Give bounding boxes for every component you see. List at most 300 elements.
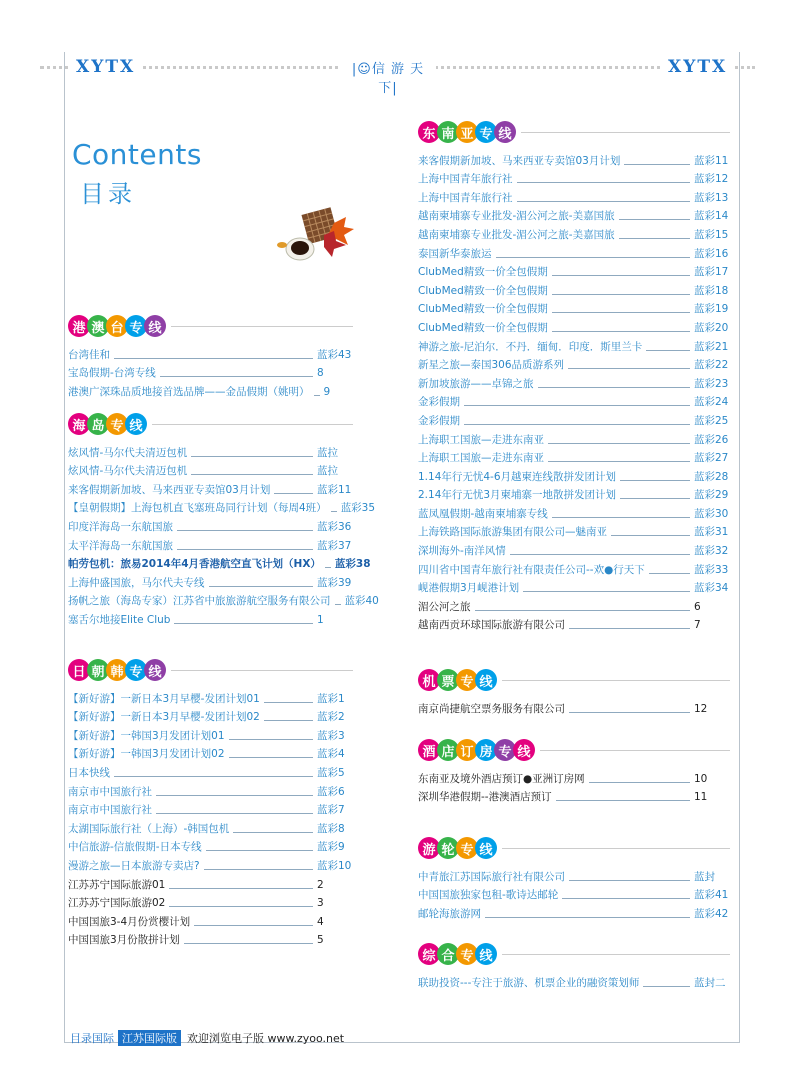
toc-leader-line — [156, 813, 313, 814]
toc-entry-title: 上海职工国旅—走进东南亚 — [418, 452, 544, 465]
toc-entry[interactable] — [68, 498, 376, 517]
toc-leader-line — [264, 702, 313, 703]
brand-left: XYTX — [70, 57, 141, 77]
toc-entry-page: 蓝彩27 — [694, 452, 729, 465]
toc-entry[interactable] — [418, 262, 730, 281]
toc-entry-title: 来客假期新加坡、马来西亚专卖馆03月计划 — [418, 154, 621, 167]
toc-entry[interactable] — [418, 187, 730, 206]
footer-edition: 江苏国际版 — [118, 1030, 181, 1046]
toc-entry[interactable] — [68, 479, 353, 498]
section-title-badge: 线 — [144, 659, 166, 681]
section-list — [418, 972, 730, 991]
toc-entry-title: 南京市中国旅行社 — [68, 785, 152, 798]
toc-leader-line — [464, 424, 690, 425]
toc-entry-title: 南京尚捷航空票务服务有限公司 — [418, 702, 565, 715]
section-title-badge: 机 — [418, 669, 440, 691]
toc-leader-line — [649, 573, 690, 574]
toc-leader-line — [619, 219, 690, 220]
toc-entry-title: 越南柬埔寨专业批发-湄公河之旅-美嘉国旅 — [418, 228, 615, 241]
footer-label: 目录国际 — [70, 1032, 114, 1045]
toc-entry[interactable] — [418, 466, 730, 485]
section-divider — [502, 680, 730, 681]
toc-entry[interactable] — [68, 363, 353, 382]
toc-entry-title: 神游之旅-尼泊尔．不丹．缅甸．印度．斯里兰卡 — [418, 340, 643, 353]
toc-entry[interactable] — [418, 503, 730, 522]
section-title-badge: 专 — [456, 837, 478, 859]
toc-entry-page: 蓝彩11 — [694, 154, 729, 167]
toc-entry[interactable] — [418, 206, 730, 225]
toc-entry-page: 3 — [317, 897, 324, 910]
section-title — [68, 312, 353, 340]
toc-entry-title: 联助投资---专注于旅游、机票企业的融资策划师 — [418, 976, 640, 989]
section-title-badge: 港 — [68, 315, 90, 337]
section-list — [418, 866, 730, 922]
toc-leader-line — [184, 943, 313, 944]
section-divider — [171, 326, 353, 327]
toc-leader-line — [562, 898, 690, 899]
toc-entry-title: ClubMed精致一价全包假期 — [418, 284, 548, 297]
toc-entry-title: 东南亚及境外酒店预订●亚洲订房网 — [418, 772, 585, 785]
toc-leader-line — [485, 917, 690, 918]
toc-entry-page: 蓝彩42 — [694, 907, 729, 920]
section-title-badge: 酒 — [418, 739, 440, 761]
section-title-badge: 专 — [106, 413, 128, 435]
toc-entry-page: 蓝彩31 — [694, 526, 729, 539]
toc-leader-line — [274, 493, 313, 494]
section-divider — [502, 954, 730, 955]
toc-entry-page: 蓝彩23 — [694, 377, 729, 390]
toc-entry[interactable] — [68, 344, 353, 363]
toc-entry-title: 四川省中国青年旅行社有限责任公司--欢●行天下 — [418, 563, 645, 576]
toc-entry-title: 深圳海外-南洋风情 — [418, 545, 506, 558]
toc-entry-page: 蓝彩33 — [694, 563, 729, 576]
toc-leader-line — [556, 800, 690, 801]
toc-entry-title: 江苏苏宁国际旅游01 — [68, 878, 166, 891]
toc-entry-page: 蓝彩7 — [317, 804, 345, 817]
toc-leader-line — [475, 610, 691, 611]
toc-leader-line — [229, 757, 313, 758]
toc-leader-line — [620, 480, 690, 481]
toc-leader-line — [569, 712, 690, 713]
toc-entry[interactable] — [68, 762, 353, 781]
section-title — [418, 736, 730, 764]
toc-entry[interactable] — [68, 688, 353, 707]
toc-entry[interactable] — [418, 410, 730, 429]
toc-entry-title: 中青旅江苏国际旅行社有限公司 — [418, 870, 565, 883]
toc-entry-page: 11 — [694, 791, 708, 804]
slogan: |☺信 游 天 下| — [340, 58, 436, 96]
section-jd — [418, 736, 730, 805]
toc-entry[interactable] — [418, 150, 730, 169]
section-list — [68, 688, 353, 948]
toc-leader-line — [552, 312, 690, 313]
toc-leader-line — [552, 294, 690, 295]
section-title-badge: 亚 — [456, 121, 478, 143]
section-title-badge: 岛 — [87, 413, 109, 435]
toc-leader-line — [620, 498, 690, 499]
section-title-badge: 专 — [475, 121, 497, 143]
toc-entry-title: 中国国旅3月份散拼计划 — [68, 934, 180, 947]
toc-entry[interactable] — [418, 972, 730, 991]
toc-entry-page: 蓝彩22 — [694, 359, 729, 372]
toc-entry-page: 蓝拉 — [317, 465, 338, 478]
toc-entry-title: 炫风情-马尔代夫清迈包机 — [68, 465, 188, 478]
section-title-badge: 线 — [513, 739, 535, 761]
section-title-badge: 澳 — [87, 315, 109, 337]
toc-entry-page: 蓝彩10 — [317, 859, 352, 872]
toc-entry-title: ClubMed精致一价全包假期 — [418, 321, 548, 334]
section-yl — [418, 834, 730, 922]
toc-entry-page: 蓝彩21 — [694, 340, 729, 353]
toc-entry-page: 蓝彩4 — [317, 748, 345, 761]
toc-leader-line — [510, 554, 690, 555]
section-title — [418, 940, 730, 968]
footer-website-link[interactable]: 欢迎浏览电子版 www.zyoo.net — [187, 1032, 345, 1045]
toc-entry[interactable] — [68, 516, 353, 535]
toc-leader-line — [169, 906, 313, 907]
toc-entry[interactable] — [418, 429, 730, 448]
section-title-badge: 日 — [68, 659, 90, 681]
toc-leader-line — [548, 443, 690, 444]
toc-leader-line — [331, 511, 337, 512]
toc-entry[interactable] — [68, 609, 353, 628]
toc-entry-title: 新星之旅—泰国306品质游系列 — [418, 359, 565, 372]
section-list — [418, 698, 730, 717]
footer — [64, 1030, 344, 1046]
toc-entry[interactable] — [68, 572, 353, 591]
toc-entry[interactable] — [418, 903, 730, 922]
toc-entry-page: 蓝彩43 — [317, 348, 352, 361]
toc-entry[interactable] — [68, 818, 353, 837]
toc-entry[interactable] — [418, 559, 730, 578]
toc-leader-line — [552, 517, 690, 518]
toc-entry[interactable] — [68, 874, 353, 893]
toc-entry-page: 2 — [317, 878, 324, 891]
toc-leader-line — [160, 376, 313, 377]
toc-entry[interactable] — [68, 930, 353, 949]
section-divider — [502, 848, 730, 849]
toc-leader-line — [156, 795, 313, 796]
toc-entry-title: 越南柬埔寨专业批发-湄公河之旅-美嘉国旅 — [418, 210, 615, 223]
toc-entry-page: 蓝彩39 — [317, 576, 352, 589]
toc-entry-page: 蓝彩16 — [694, 247, 729, 260]
toc-entry-page: 蓝彩11 — [317, 483, 352, 496]
toc-entry-page: 蓝彩28 — [694, 470, 729, 483]
toc-entry-page: 蓝彩35 — [340, 502, 376, 515]
section-title-badge: 游 — [418, 837, 440, 859]
toc-entry-page: 蓝彩1 — [317, 692, 345, 705]
toc-entry[interactable] — [418, 866, 730, 885]
toc-entry-page: 8 — [317, 367, 324, 380]
section-title-badge: 线 — [144, 315, 166, 337]
toc-entry-page: 蓝彩6 — [317, 785, 345, 798]
toc-entry[interactable] — [418, 485, 730, 504]
toc-entry[interactable] — [68, 744, 353, 763]
toc-entry[interactable] — [418, 355, 730, 374]
toc-leader-line — [619, 238, 690, 239]
toc-entry-title: 炫风情-马尔代夫清迈包机 — [68, 446, 188, 459]
toc-entry-page: 蓝彩14 — [694, 210, 729, 223]
toc-entry-page: 蓝彩29 — [694, 489, 729, 502]
toc-entry-title: 上海铁路国际旅游集团有限公司—魅南亚 — [418, 526, 607, 539]
toc-entry-title: 印度洋海岛一东航国旅 — [68, 520, 173, 533]
toc-leader-line — [325, 567, 331, 568]
toc-leader-line — [233, 832, 313, 833]
toc-entry-title: 台湾佳和 — [68, 348, 110, 361]
section-list — [68, 344, 353, 400]
toc-entry-title: 2.14年行无忧3月柬埔寨一地散拼发团计划 — [418, 489, 617, 502]
toc-entry-page: 蓝彩37 — [317, 539, 352, 552]
toc-leader-line — [174, 623, 313, 624]
toc-entry[interactable] — [68, 837, 353, 856]
toc-entry-page: 蓝封二 — [694, 976, 726, 989]
toc-entry-title: 深圳华港假期--港澳酒店预订 — [418, 791, 552, 804]
toc-entry-title: 漫游之旅—日本旅游专卖店? — [68, 859, 200, 872]
toc-leader-line — [568, 368, 690, 369]
section-title-badge: 南 — [437, 121, 459, 143]
toc-entry-page: 蓝彩12 — [694, 173, 729, 186]
toc-entry-page: 蓝彩38 — [334, 558, 371, 571]
toc-entry-title: 岘港假期3月岘港计划 — [418, 582, 520, 595]
section-title-badge: 订 — [456, 739, 478, 761]
toc-entry[interactable] — [68, 591, 379, 610]
toc-entry-title: 【新好游】一韩国3月发团计划02 — [68, 748, 225, 761]
section-list — [68, 442, 379, 628]
toc-entry-page: 蓝彩34 — [694, 582, 729, 595]
toc-entry-page: 5 — [317, 934, 324, 947]
toc-entry[interactable] — [418, 336, 730, 355]
section-title-badge: 专 — [456, 943, 478, 965]
toc-entry-title: 中信旅游-信旅假期-日本专线 — [68, 841, 202, 854]
toc-entry[interactable] — [68, 554, 371, 573]
toc-entry[interactable] — [418, 578, 730, 597]
section-title-badge: 线 — [494, 121, 516, 143]
toc-entry[interactable] — [418, 224, 730, 243]
toc-entry-page: 蓝彩26 — [694, 433, 729, 446]
toc-leader-line — [206, 850, 313, 851]
toc-entry-page: 12 — [694, 702, 708, 715]
toc-entry-page: 蓝彩19 — [694, 303, 729, 316]
toc-entry-page: 蓝彩24 — [694, 396, 729, 409]
toc-entry-title: 太平洋海岛一东航国旅 — [68, 539, 173, 552]
toc-leader-line — [264, 720, 313, 721]
toc-leader-line — [517, 201, 691, 202]
section-gat — [68, 312, 353, 400]
section-title-badge: 店 — [437, 739, 459, 761]
toc-entry-page: 蓝彩20 — [694, 321, 729, 334]
section-title-badge: 轮 — [437, 837, 459, 859]
toc-entry-page: 10 — [694, 772, 708, 785]
toc-entry-page: 蓝封 — [694, 870, 715, 883]
section-title — [418, 118, 730, 146]
section-title-badge: 专 — [125, 659, 147, 681]
toc-entry-title: 【新好游】一新日本3月早樱-发团计划01 — [68, 692, 260, 705]
toc-leader-line — [335, 604, 341, 605]
toc-entry-title: ClubMed精致一价全包假期 — [418, 303, 548, 316]
toc-entry-page: 9 — [323, 385, 331, 398]
toc-entry[interactable] — [418, 596, 730, 615]
section-title-badge: 房 — [475, 739, 497, 761]
section-title-badge: 线 — [475, 669, 497, 691]
toc-entry-title: 【皇朝假期】上海包机直飞塞班岛同行计划（每周4班） — [68, 502, 327, 515]
toc-entry[interactable] — [68, 535, 353, 554]
toc-entry[interactable] — [418, 280, 730, 299]
toc-entry-title: 泰国新华泰旅运 — [418, 247, 492, 260]
toc-entry-page: 蓝彩13 — [694, 191, 729, 204]
toc-entry-title: 1.14年行无忧4-6月越柬连线散拼发团计划 — [418, 470, 617, 483]
toc-entry-title: 帕劳包机：旅易2014年4月香港航空直飞计划（HX） — [68, 558, 321, 571]
toc-leader-line — [517, 182, 691, 183]
toc-leader-line — [209, 586, 314, 587]
toc-entry[interactable] — [68, 911, 353, 930]
toc-leader-line — [191, 456, 313, 457]
section-title-badge: 东 — [418, 121, 440, 143]
toc-entry-title: 金彩假期 — [418, 414, 460, 427]
section-title — [418, 666, 730, 694]
toc-entry-title: ClubMed精致一价全包假期 — [418, 266, 548, 279]
toc-leader-line — [569, 628, 690, 629]
toc-entry-title: 上海职工国旅—走进东南亚 — [418, 433, 544, 446]
section-dny — [418, 118, 730, 633]
toc-entry[interactable] — [418, 169, 730, 188]
toc-entry[interactable] — [418, 299, 730, 318]
toc-leader-line — [204, 869, 313, 870]
section-title-badge: 朝 — [87, 659, 109, 681]
toc-leader-line — [552, 331, 690, 332]
toc-entry-page: 7 — [694, 619, 701, 632]
toc-entry[interactable] — [68, 781, 353, 800]
toc-entry[interactable] — [68, 725, 353, 744]
toc-entry-title: 南京市中国旅行社 — [68, 804, 152, 817]
section-title-badge: 台 — [106, 315, 128, 337]
toc-leader-line — [191, 474, 313, 475]
toc-entry[interactable] — [418, 448, 730, 467]
toc-entry-page: 蓝彩9 — [317, 841, 345, 854]
toc-entry[interactable] — [418, 698, 730, 717]
toc-entry-title: 宝岛假期-台湾专线 — [68, 367, 156, 380]
section-list — [418, 768, 730, 805]
toc-entry[interactable] — [418, 317, 730, 336]
toc-entry[interactable] — [418, 522, 730, 541]
toc-leader-line — [194, 925, 313, 926]
toc-entry-title: 【新好游】一韩国3月发团计划01 — [68, 729, 225, 742]
toc-leader-line — [548, 461, 690, 462]
section-title-badge: 合 — [437, 943, 459, 965]
toc-leader-line — [314, 395, 320, 396]
toc-entry-title: 中国国旅独家包租-歌诗达邮轮 — [418, 889, 559, 902]
toc-entry-title: 【新好游】一新日本3月早樱-发团计划02 — [68, 711, 260, 724]
toc-entry[interactable] — [68, 855, 353, 874]
section-title-badge: 线 — [475, 837, 497, 859]
toc-entry[interactable] — [418, 615, 730, 634]
toc-leader-line — [496, 257, 691, 258]
toc-entry-title: 港澳广深珠品质地接首选品牌——金品假期（姚明） — [68, 385, 310, 398]
toc-entry[interactable] — [418, 392, 730, 411]
section-divider — [540, 750, 730, 751]
toc-entry-title: 新加坡旅游——卓锦之旅 — [418, 377, 534, 390]
section-divider — [171, 670, 353, 671]
toc-entry-title: 太湖国际旅行社（上海）-韩国包机 — [68, 822, 230, 835]
toc-entry[interactable] — [68, 381, 353, 400]
toc-entry-title: 越南西贡环球国际旅游有限公司 — [418, 619, 565, 632]
toc-entry-page: 蓝彩3 — [317, 729, 345, 742]
section-zh — [418, 940, 730, 991]
toc-entry-page: 蓝彩32 — [694, 545, 729, 558]
toc-entry[interactable] — [418, 768, 730, 787]
toc-entry-page: 蓝彩30 — [694, 507, 729, 520]
toc-entry-page: 蓝彩8 — [317, 822, 345, 835]
toc-leader-line — [114, 358, 313, 359]
toc-entry-title: 来客假期新加坡、马来西亚专卖馆03月计划 — [68, 483, 271, 496]
section-hd — [68, 410, 379, 628]
section-title — [68, 410, 353, 438]
toc-entry[interactable] — [418, 243, 730, 262]
toc-entry-title: 蓝凤凰假期-越南柬埔寨专线 — [418, 507, 548, 520]
toc-leader-line — [229, 739, 313, 740]
toc-entry-page: 蓝彩2 — [317, 711, 345, 724]
toc-entry[interactable] — [418, 885, 730, 904]
toc-leader-line — [523, 591, 690, 592]
toc-entry-title: 中国国旅3-4月份赏樱计划 — [68, 915, 191, 928]
section-divider — [152, 424, 353, 425]
toc-entry-title: 上海中国青年旅行社 — [418, 191, 513, 204]
section-jp — [418, 666, 730, 717]
section-rch — [68, 656, 353, 948]
section-title-badge: 专 — [494, 739, 516, 761]
toc-entry-page: 蓝彩36 — [317, 520, 352, 533]
toc-leader-line — [624, 164, 690, 165]
toc-entry-page: 蓝彩15 — [694, 228, 729, 241]
section-divider — [521, 132, 730, 133]
toc-entry-page: 蓝拉 — [317, 446, 338, 459]
toc-leader-line — [643, 986, 690, 987]
contents-title-cn: 目录 — [80, 180, 136, 208]
toc-entry-page: 蓝彩17 — [694, 266, 729, 279]
toc-entry[interactable] — [68, 893, 353, 912]
toc-entry[interactable] — [68, 800, 353, 819]
toc-entry-title: 扬帆之旅（海岛专家）江苏省中旅旅游航空服务有限公司 — [68, 595, 331, 608]
toc-leader-line — [177, 530, 313, 531]
section-title-badge: 海 — [68, 413, 90, 435]
toc-entry-title: 塞舌尔地接Elite Club — [68, 613, 171, 626]
toc-entry[interactable] — [68, 442, 353, 461]
toc-entry[interactable] — [418, 373, 730, 392]
toc-entry-title: 上海中国青年旅行社 — [418, 173, 513, 186]
section-list — [418, 150, 730, 633]
toc-entry-page: 4 — [317, 915, 324, 928]
toc-entry[interactable] — [68, 461, 353, 480]
toc-entry-page: 蓝彩25 — [694, 414, 729, 427]
toc-entry-page: 蓝彩5 — [317, 766, 345, 779]
toc-entry-page: 1 — [317, 613, 324, 626]
section-title-badge: 线 — [125, 413, 147, 435]
toc-entry[interactable] — [68, 707, 353, 726]
toc-entry-page: 蓝彩41 — [694, 889, 729, 902]
toc-entry-title: 上海仲盛国旅，马尔代夫专线 — [68, 576, 205, 589]
contents-title-en: Contents — [72, 138, 202, 171]
toc-entry-title: 日本快线 — [68, 766, 110, 779]
toc-entry-page: 蓝彩40 — [344, 595, 379, 608]
toc-leader-line — [646, 350, 690, 351]
toc-leader-line — [464, 405, 690, 406]
toc-entry[interactable] — [418, 787, 730, 806]
toc-entry-title: 邮轮海旅游网 — [418, 907, 481, 920]
toc-entry-title: 湄公河之旅 — [418, 600, 471, 613]
toc-entry[interactable] — [418, 540, 730, 559]
section-title-badge: 综 — [418, 943, 440, 965]
section-title-badge: 韩 — [106, 659, 128, 681]
section-title-badge: 专 — [125, 315, 147, 337]
